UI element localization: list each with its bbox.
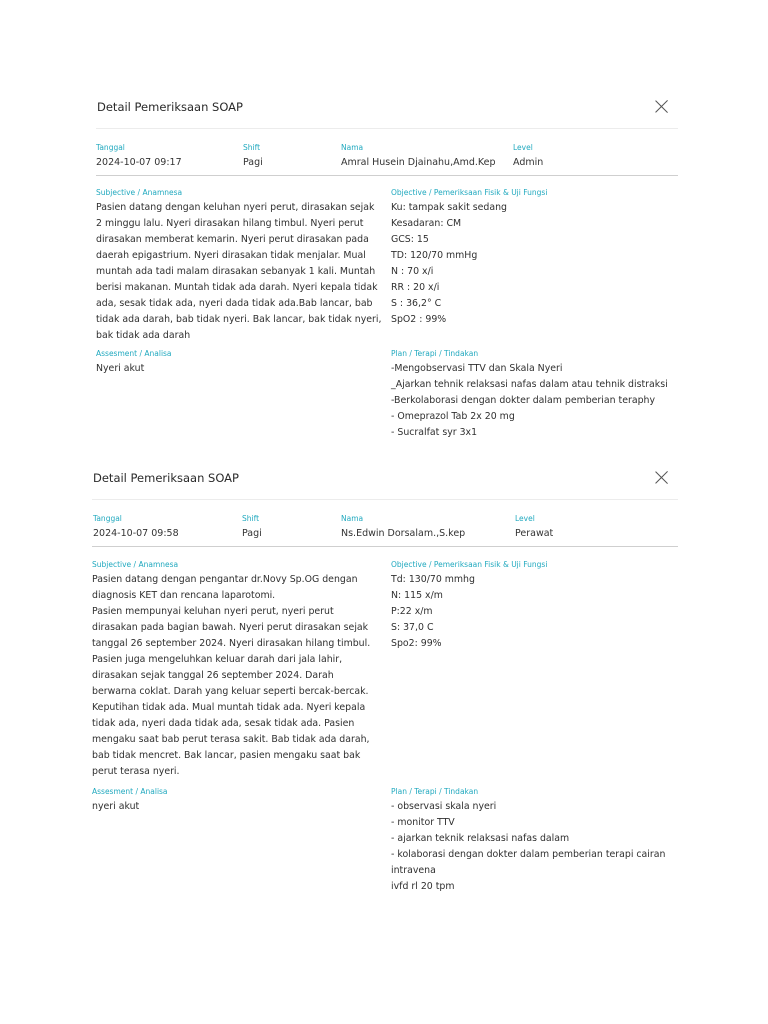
soap-sections: [96, 176, 678, 444]
plan-section: [391, 349, 678, 441]
card-title: Detail Pemeriksaan SOAP: [93, 471, 239, 485]
nama-value: Amral Husein Djainahu,Amd.Kep: [341, 157, 496, 168]
level-value: Admin: [513, 157, 544, 168]
nama-value: Ns.Edwin Dorsalam.,S.kep: [341, 528, 466, 539]
assessment-label: Assesment / Analisa: [92, 787, 168, 796]
card-header: [96, 97, 678, 121]
meta-nama: [341, 143, 496, 170]
tanggal-label: Tanggal: [93, 514, 122, 523]
objective-text: Ku: tampak sakit sedang Kesadaran: CM GCS: 15 TD: 120/70 mmHg N : 70 x/i RR : 20 x/i S : 36,2° C SpO2 : 99%: [391, 202, 507, 325]
meta-row: [92, 500, 678, 546]
assessment-text: Nyeri akut: [96, 363, 145, 374]
shift-value: Pagi: [243, 157, 263, 168]
plan-label: Plan / Terapi / Tindakan: [391, 349, 479, 358]
level-label: Level: [515, 514, 535, 523]
meta-shift: [243, 143, 263, 170]
card-header: [92, 468, 678, 492]
objective-label: Objective / Pemeriksaan Fisik & Uji Fungsi: [391, 188, 548, 197]
objective-label: Objective / Pemeriksaan Fisik & Uji Fungsi: [391, 560, 548, 569]
level-value: Perawat: [515, 528, 554, 539]
nama-label: Nama: [341, 143, 364, 152]
meta-tanggal: [96, 143, 182, 170]
plan-text: - observasi skala nyeri - monitor TTV - ajarkan teknik relaksasi nafas dalam - kolaborasi dengan dokter dalam pemberian terapi cairan intravena ivfd rl 20 tpm: [391, 801, 666, 892]
plan-label: Plan / Terapi / Tindakan: [391, 787, 479, 796]
meta-level: [513, 143, 543, 170]
assessment-section: [92, 787, 384, 815]
shift-label: Shift: [243, 143, 261, 152]
close-icon[interactable]: [654, 470, 670, 486]
subjective-section: [96, 188, 386, 344]
assessment-text: nyeri akut: [92, 801, 140, 812]
tanggal-value: 2024-10-07 09:58: [93, 528, 179, 539]
subjective-section: [92, 560, 384, 780]
objective-section: [391, 188, 678, 328]
subjective-text: Pasien datang dengan keluhan nyeri perut, dirasakan sejak 2 minggu lalu. Nyeri dirasakan hilang timbul. Nyeri perut dirasakan memberat kemarin. Nyeri perut dirasakan pada daerah epigastrium. Nyeri dirasakan tidak menjalar. Mual muntah ada tadi malam dirasakan sebanyak 1 kali. Muntah berisi makanan. Muntah tidak ada darah. Nyeri kepala tidak ada, sesak tidak ada, nyeri dada tidak ada.Bab lancar, bab tidak ada darah, bab tidak nyeri. Bak lancar, bak tidak nyeri, bak tidak ada darah: [96, 202, 382, 341]
meta-shift: [242, 514, 262, 541]
close-icon[interactable]: [654, 99, 670, 115]
tanggal-label: Tanggal: [96, 143, 125, 152]
meta-level: [515, 514, 553, 541]
shift-value: Pagi: [242, 528, 262, 539]
objective-section: [391, 560, 678, 652]
objective-text: Td: 130/70 mmhg N: 115 x/m P:22 x/m S: 37,0 C Spo2: 99%: [391, 574, 475, 649]
subjective-label: Subjective / Anamnesa: [92, 560, 179, 569]
level-label: Level: [513, 143, 533, 152]
subjective-label: Subjective / Anamnesa: [96, 188, 183, 197]
subjective-text: Pasien datang dengan pengantar dr.Novy Sp.OG dengan diagnosis KET dan rencana laparotomi. Pasien mempunyai keluhan nyeri perut, nyeri perut dirasakan pada bagian bawah. Nyeri perut dirasakan sejak tanggal 26 september 2024. Nyeri dirasakan hilang timbul. Pasien juga mengeluhkan keluar darah dari jala lahir, dirasakan sejak tanggal 26 september 2024. Darah berwarna coklat. Darah yang keluar seperti bercak-bercak. Keputihan tidak ada. Mual muntah tidak ada. Nyeri kepala tidak ada, nyeri dada tidak ada, sesak tidak ada. Pasien mengaku saat bab perut terasa sakit. Bab tidak ada darah, bab tidak mencret. Bak lancar, pasien mengaku saat bak perut terasa nyeri.: [92, 574, 371, 777]
nama-label: Nama: [341, 514, 364, 523]
meta-nama: [341, 514, 465, 541]
soap-detail-card-1: [96, 97, 678, 444]
plan-text: -Mengobservasi TTV dan Skala Nyeri _Ajarkan tehnik relaksasi nafas dalam atau tehnik distraksi -Berkolaborasi dengan dokter dalam pemberian teraphy - Omeprazol Tab 2x 20 mg - Sucralfat syr 3x1: [391, 363, 668, 438]
tanggal-value: 2024-10-07 09:17: [96, 157, 182, 168]
meta-tanggal: [93, 514, 179, 541]
soap-sections: [92, 547, 678, 907]
plan-section: [391, 787, 678, 895]
card-title: Detail Pemeriksaan SOAP: [97, 100, 243, 114]
meta-row: [96, 129, 678, 175]
assessment-section: [96, 349, 386, 377]
soap-detail-card-2: [92, 468, 678, 907]
assessment-label: Assesment / Analisa: [96, 349, 172, 358]
shift-label: Shift: [242, 514, 260, 523]
